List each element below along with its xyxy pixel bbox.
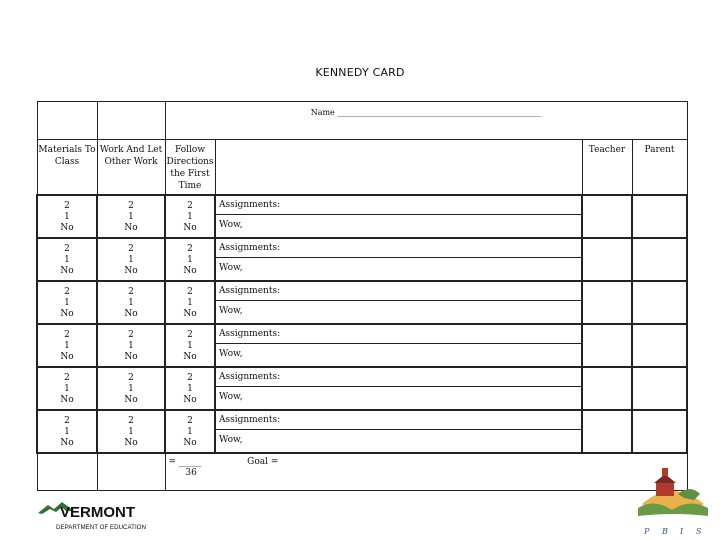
follow-choice[interactable]	[165, 281, 215, 324]
assignment-cell[interactable]	[215, 367, 582, 410]
blank-cell	[97, 453, 165, 491]
score-option[interactable]: 1	[128, 426, 134, 437]
materials-choice[interactable]	[37, 238, 97, 281]
svg-text:I: I	[680, 527, 684, 536]
materials-choice[interactable]	[37, 281, 97, 324]
assignment-cell[interactable]	[215, 238, 582, 281]
follow-choice[interactable]	[165, 410, 215, 453]
header-row	[37, 140, 687, 195]
score-option[interactable]: 1	[187, 254, 193, 265]
header-follow-directions: Follow Directions the First Time	[165, 140, 215, 195]
follow-choice[interactable]	[165, 238, 215, 281]
footer-row	[37, 453, 687, 491]
vermont-wordmark: VERMONT	[60, 504, 135, 521]
score-row	[37, 195, 687, 238]
goal-label: Goal =	[247, 456, 279, 467]
score-row	[37, 410, 687, 453]
score-option[interactable]: No	[124, 351, 138, 362]
vermont-subtitle: DEPARTMENT OF EDUCATION	[56, 524, 146, 531]
assignments-label: Assignments:	[216, 196, 581, 215]
score-option[interactable]: 2	[128, 415, 134, 426]
work-choice[interactable]	[97, 410, 165, 453]
materials-choice[interactable]	[37, 367, 97, 410]
score-option[interactable]: 1	[128, 254, 134, 265]
score-option[interactable]: 2	[64, 243, 70, 254]
score-option[interactable]: No	[60, 437, 74, 448]
assignments-label: Assignments:	[216, 325, 581, 344]
pbis-letters	[643, 527, 702, 536]
score-option[interactable]: No	[60, 308, 74, 319]
wow-label: Wow,	[219, 391, 243, 402]
assignments-label: Assignments:	[216, 282, 581, 301]
score-option[interactable]: 1	[128, 383, 134, 394]
work-choice[interactable]	[97, 324, 165, 367]
follow-choice[interactable]	[165, 324, 215, 367]
blank-cell	[37, 102, 97, 140]
score-option[interactable]: No	[124, 222, 138, 233]
score-option[interactable]: 1	[128, 297, 134, 308]
score-option[interactable]: 1	[64, 211, 70, 222]
assignment-cell[interactable]	[215, 410, 582, 453]
score-row	[37, 281, 687, 324]
parent-signature-cell[interactable]	[632, 195, 687, 238]
score-option[interactable]: 2	[64, 372, 70, 383]
score-option[interactable]: No	[124, 437, 138, 448]
score-option[interactable]: No	[183, 437, 197, 448]
wow-label: Wow,	[219, 219, 243, 230]
teacher-signature-cell[interactable]	[582, 367, 632, 410]
teacher-signature-cell[interactable]	[582, 195, 632, 238]
score-option[interactable]: No	[183, 394, 197, 405]
score-option[interactable]: 1	[64, 297, 70, 308]
follow-choice[interactable]	[165, 195, 215, 238]
assignment-cell[interactable]	[215, 195, 582, 238]
score-option[interactable]: 1	[187, 426, 193, 437]
header-blank	[215, 140, 582, 195]
score-option[interactable]: 2	[64, 415, 70, 426]
score-option[interactable]: No	[124, 265, 138, 276]
wow-label: Wow,	[219, 262, 243, 273]
follow-choice[interactable]	[165, 367, 215, 410]
score-option[interactable]: No	[183, 222, 197, 233]
score-row	[37, 367, 687, 410]
materials-choice[interactable]	[37, 195, 97, 238]
parent-signature-cell[interactable]	[632, 410, 687, 453]
score-option[interactable]: 2	[187, 200, 193, 211]
card-title: KENNEDY CARD	[315, 66, 405, 79]
score-option[interactable]: No	[124, 394, 138, 405]
score-option[interactable]: No	[124, 308, 138, 319]
score-option[interactable]: 2	[187, 286, 193, 297]
score-option[interactable]: 1	[128, 340, 134, 351]
assignment-cell[interactable]	[215, 324, 582, 367]
score-option[interactable]: 1	[187, 297, 193, 308]
svg-text:S: S	[696, 527, 702, 536]
score-option[interactable]: 2	[187, 372, 193, 383]
schoolhouse-icon	[656, 482, 674, 496]
score-option[interactable]: 2	[128, 243, 134, 254]
score-option[interactable]: 2	[187, 415, 193, 426]
pbis-logo	[634, 464, 712, 538]
score-option[interactable]: 2	[128, 286, 134, 297]
score-row	[37, 238, 687, 281]
name-row	[37, 102, 687, 140]
total-cell[interactable]	[165, 453, 687, 491]
kennedy-card-table	[36, 101, 688, 491]
score-option[interactable]: 2	[187, 329, 193, 340]
score-option[interactable]: 1	[187, 340, 193, 351]
score-option[interactable]: 2	[128, 372, 134, 383]
score-option[interactable]: No	[183, 308, 197, 319]
header-parent: Parent	[632, 140, 687, 195]
blank-cell	[37, 453, 97, 491]
score-option[interactable]: 2	[64, 286, 70, 297]
materials-choice[interactable]	[37, 324, 97, 367]
wow-label: Wow,	[219, 305, 243, 316]
score-option[interactable]: No	[183, 351, 197, 362]
score-option[interactable]: 1	[64, 383, 70, 394]
work-choice[interactable]	[97, 281, 165, 324]
score-option[interactable]: 1	[64, 340, 70, 351]
parent-signature-cell[interactable]	[632, 324, 687, 367]
teacher-signature-cell[interactable]	[582, 410, 632, 453]
work-choice[interactable]	[97, 195, 165, 238]
materials-choice[interactable]	[37, 410, 97, 453]
score-option[interactable]: 1	[128, 211, 134, 222]
score-option[interactable]: 2	[187, 243, 193, 254]
score-option[interactable]: 2	[64, 329, 70, 340]
total-out-of: 36	[185, 467, 197, 478]
assignments-label: Assignments:	[216, 411, 581, 430]
teacher-signature-cell[interactable]	[582, 281, 632, 324]
work-choice[interactable]	[97, 367, 165, 410]
parent-signature-cell[interactable]	[632, 367, 687, 410]
name-field[interactable]: Name ___________________________________________________	[165, 102, 687, 140]
vermont-doe-logo	[36, 498, 166, 532]
score-option[interactable]: No	[60, 394, 74, 405]
header-teacher: Teacher	[582, 140, 632, 195]
header-work: Work And Let Other Work	[97, 140, 165, 195]
teacher-signature-cell[interactable]	[582, 238, 632, 281]
wow-label: Wow,	[219, 434, 243, 445]
parent-signature-cell[interactable]	[632, 238, 687, 281]
score-option[interactable]: 1	[64, 254, 70, 265]
score-option[interactable]: No	[60, 222, 74, 233]
score-option[interactable]: 2	[64, 200, 70, 211]
assignments-label: Assignments:	[216, 239, 581, 258]
score-option[interactable]: 1	[187, 211, 193, 222]
blank-cell	[97, 102, 165, 140]
score-option[interactable]: No	[60, 265, 74, 276]
header-materials: Materials To Class	[37, 140, 97, 195]
assignments-label: Assignments:	[216, 368, 581, 387]
score-option[interactable]: 2	[128, 200, 134, 211]
wow-label: Wow,	[219, 348, 243, 359]
score-row	[37, 324, 687, 367]
assignment-cell[interactable]	[215, 281, 582, 324]
score-option[interactable]: 1	[187, 383, 193, 394]
parent-signature-cell[interactable]	[632, 281, 687, 324]
score-option[interactable]: 2	[128, 329, 134, 340]
score-option[interactable]: No	[183, 265, 197, 276]
work-choice[interactable]	[97, 238, 165, 281]
total-blank: = _____	[168, 456, 202, 467]
score-option[interactable]: 1	[64, 426, 70, 437]
svg-text:P: P	[644, 527, 650, 536]
svg-text:B: B	[662, 527, 668, 536]
teacher-signature-cell[interactable]	[582, 324, 632, 367]
score-option[interactable]: No	[60, 351, 74, 362]
